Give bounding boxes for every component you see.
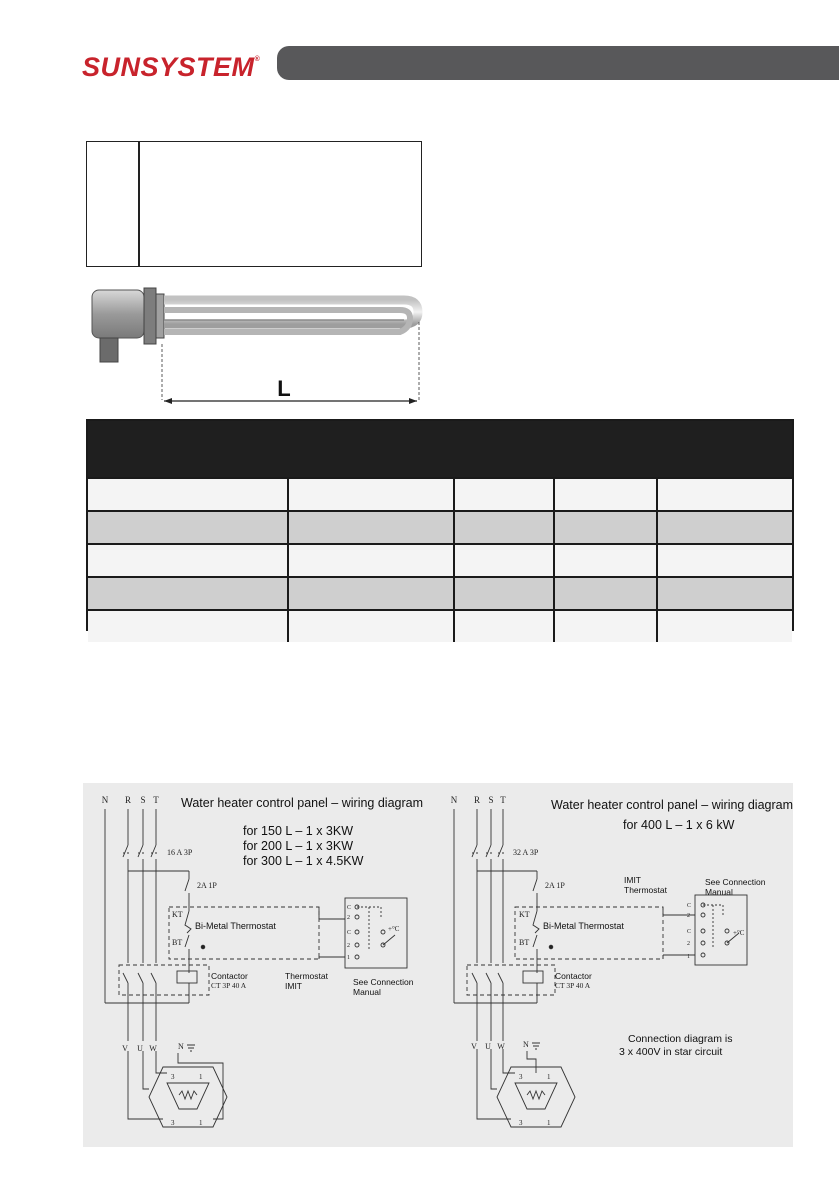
svg-text:N: N — [450, 795, 458, 805]
thermostat-label: Thermostat — [624, 885, 667, 895]
imit-label: IMIT — [285, 981, 302, 991]
svg-text:R: R — [473, 795, 481, 805]
imit-label: IMIT — [624, 875, 641, 885]
term-2: 2 — [347, 943, 350, 949]
brand-name: SUNSYSTEM — [82, 52, 255, 82]
svg-text:C: C — [687, 929, 692, 935]
contactor-label: Contactor — [211, 971, 248, 981]
table-header — [88, 421, 792, 477]
config-line: for 400 L – 1 x 6 kW — [623, 818, 735, 832]
heater-nut — [144, 288, 156, 344]
svg-text:2: 2 — [687, 913, 690, 919]
diagram-title: Water heater control panel – wiring diagram — [181, 796, 424, 810]
phase-n: N — [101, 795, 109, 805]
svg-text:2: 2 — [687, 941, 690, 947]
contactor-model: CT 3P 40 A — [555, 981, 591, 990]
wiring-diagram-left — [102, 795, 423, 1127]
output-u: U — [137, 1044, 143, 1053]
breaker-main-label: 32 A 3P — [513, 848, 539, 857]
svg-text:S: S — [488, 795, 494, 805]
specification-table — [86, 419, 794, 631]
svg-text:C: C — [687, 903, 692, 909]
header-bar — [277, 46, 839, 80]
heater-head — [92, 290, 144, 338]
table-row — [88, 576, 792, 609]
term-c: C — [347, 930, 352, 936]
phase-s: S — [140, 795, 146, 805]
info-box — [86, 141, 422, 267]
svg-text:3: 3 — [171, 1119, 175, 1127]
svg-text:W: W — [497, 1042, 505, 1051]
bt-label: BT — [172, 938, 183, 947]
svg-text:KT: KT — [519, 910, 530, 919]
svg-text:3: 3 — [171, 1073, 175, 1081]
output-n: N — [178, 1042, 184, 1051]
brand-logo — [82, 52, 260, 83]
svg-text:1: 1 — [199, 1073, 203, 1081]
thermostat-label: Thermostat — [285, 971, 328, 981]
heater-cable-gland — [100, 338, 118, 362]
bimetal-label: Bi-Metal Thermostat — [543, 921, 624, 931]
svg-text:N: N — [523, 1040, 529, 1049]
term-c: C — [347, 905, 352, 911]
svg-text:V: V — [471, 1042, 477, 1051]
table-row — [88, 543, 792, 576]
star-note: Connection diagram is — [628, 1033, 733, 1045]
see-connection-label: See Connection — [353, 977, 414, 987]
manual-label: Manual — [705, 887, 733, 897]
output-v: V — [122, 1044, 128, 1053]
svg-text:+°C: +°C — [733, 929, 745, 937]
manual-label: Manual — [353, 987, 381, 997]
svg-text:T: T — [500, 795, 506, 805]
breaker-ctrl-label: 2A 1P — [197, 881, 217, 890]
config-line: for 200 L – 1 x 3KW — [243, 839, 354, 853]
breaker-main-label: 16 A 3P — [167, 848, 193, 857]
breaker-ctrl-label: 2A 1P — [545, 881, 565, 890]
heater-flange — [156, 294, 164, 338]
svg-text:BT: BT — [519, 938, 530, 947]
term-2: 2 — [347, 915, 350, 921]
svg-text:1: 1 — [547, 1119, 551, 1127]
see-connection-label: See Connection — [705, 877, 766, 887]
config-line: for 300 L – 1 x 4.5KW — [243, 854, 364, 868]
table-row — [88, 609, 792, 642]
table-row — [88, 477, 792, 510]
bimetal-label: Bi-Metal Thermostat — [195, 921, 276, 931]
svg-text:3: 3 — [519, 1119, 523, 1127]
contactor-label: Contactor — [555, 971, 592, 981]
phase-r: R — [124, 795, 132, 805]
svg-text:U: U — [485, 1042, 491, 1051]
svg-text:1: 1 — [199, 1119, 203, 1127]
phase-t: T — [153, 795, 159, 805]
dimension-label: L — [277, 376, 291, 401]
svg-text:1: 1 — [547, 1073, 551, 1081]
wiring-diagrams — [83, 783, 793, 1147]
table-row — [88, 510, 792, 543]
diagram-title: Water heater control panel – wiring diagram — [551, 798, 793, 812]
contactor-model: CT 3P 40 A — [211, 981, 247, 990]
term-1: 1 — [347, 955, 350, 961]
svg-text:3: 3 — [519, 1073, 523, 1081]
output-w: W — [149, 1044, 157, 1053]
wiring-diagram-right — [451, 795, 793, 1127]
temp-label: +°C — [388, 925, 400, 933]
star-note: 3 x 400V in star circuit — [619, 1046, 723, 1058]
registered-mark: ® — [254, 56, 261, 63]
svg-text:1: 1 — [687, 954, 690, 960]
heating-element-figure — [88, 282, 433, 412]
kt-label: KT — [172, 910, 183, 919]
info-box-divider — [138, 142, 140, 266]
config-line: for 150 L – 1 x 3KW — [243, 824, 354, 838]
